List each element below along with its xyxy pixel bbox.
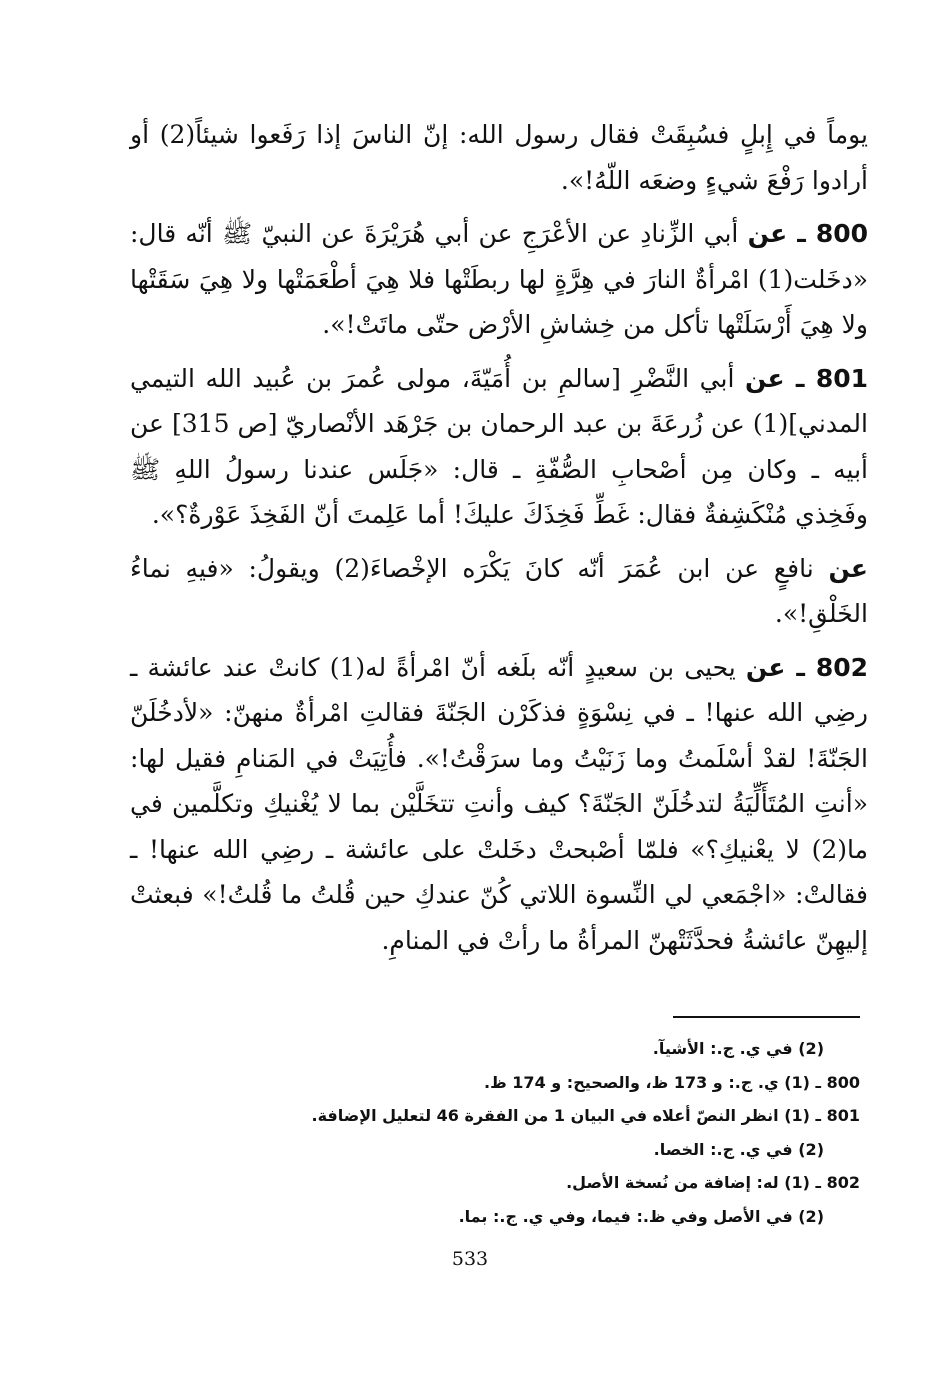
paragraph-lead: عن [828, 553, 869, 583]
footnote: (2) في ي. ج.: الخصا. [653, 1139, 824, 1159]
paragraph-text: أبي النَّضْرِ [سالمِ بن أُمَيّةَ، مولى عُمرَ بن عُبيد الله التيمي المدني](1) عن زُرعَةَ بن عبد الرحمان بن جَرْهَد الأنْصاريّ [ص 315] عن أبيه ـ وكان مِن أصْحابِ الصُّفّةِ ـ قال: «جَلَس عندنا رسولُ اللهِ ﷺ وفَخِذي مُنْكَشِفةٌ فقال: غَطِّ فَخِذَكَ عليكَ! أما عَلِمتَ أنّ الفَخِذَ عَوْرةٌ؟». [130, 363, 868, 529]
main-text [130, 112, 868, 963]
paragraph-801-cont [130, 546, 868, 637]
paragraph-text: يوماً في إِبلٍ فسُبِقَتْ فقال رسول الله: إنّ الناسَ إذا رَفَعوا شيئاً(2) أو أرادوا رَفْعَ شيءٍ وضعَه اللّهُ!». [130, 120, 869, 195]
paragraph-continuation [130, 112, 868, 203]
footnotes [300, 1032, 860, 1233]
paragraph-text: يحيى بن سعيدٍ أنّه بلَغه أنّ امْرأةً له(1) كانتْ عند عائشة ـ رضِي الله عنها! ـ في نِسْوَةٍ فذكَرْن الجَنّةَ فقالتِ امْرأةٌ منهنّ: «لأدخُلَنّ الجَنّةَ! لقدْ أسْلَمتُ وما زَنَيْتُ وما سرَقْتُ!». فأُتِيَتْ في المَنامِ فقيل لها: «أنتِ المُتَأَلِّيَةُ لتدخُلَنّ الجَنّةَ؟ كيف وأنتِ تتخَلَّيْن بما لا يُغْنيكِ وتكلَّمين في ما(2) لا يعْنيكِ؟» فلمّا أصْبحتْ دخَلتْ على عائشة ـ رضِي الله عنها! ـ فقالتْ: «اجْمَعي لي النِّسوة اللاتي كُنّ عندكِ حين قُلتُ ما قُلتُ!» فبعثتْ إليهِنّ عائشةُ فحدَّثَتْهنّ المرأةُ ما رأتْ في المنامِ. [130, 652, 868, 955]
paragraph-lead: 802 ـ عن [745, 652, 869, 682]
footnote: 801 ـ (1) انظر النصّ أعلاه في البيان 1 من الفقرة 46 لتعليل الإضافة. [311, 1106, 860, 1125]
footnote: 800 ـ (1) ي. ج.: و 173 ظ، والصحيح: و 174 ظ. [484, 1072, 860, 1092]
paragraph-801 [130, 356, 868, 538]
paragraph-text: نافعٍ عن ابن عُمَرَ أنّه كانَ يَكْرَه الإخْصاءَ(2) ويقولُ: «فيهِ نماءُ الخَلْقِ!». [130, 553, 868, 628]
paragraph-802 [130, 645, 868, 964]
footnote-divider [673, 1016, 860, 1018]
paragraph-800 [130, 211, 868, 348]
footnote: (2) في ي. ج.: الأشيآ. [652, 1039, 824, 1058]
footnote: (2) في الأصل وفي ظ.: فيما، وفي ي. ج.: بما. [458, 1206, 824, 1226]
paragraph-lead: 800 ـ عن [747, 219, 868, 248]
page-number: 533 [451, 1248, 489, 1270]
footnote: 802 ـ (1) له: إضافة من نُسخة الأصل. [566, 1173, 860, 1192]
paragraph-lead: 801 ـ عن [744, 363, 868, 393]
paragraph-text: أبي الزِّنادِ عن الأعْرَجِ عن أبي هُرَيْرَةَ عن النبيّ ﷺ أنّه قال: «دخَلت(1) امْرأةٌ النارَ في هِرَّةٍ لها ربطَتْها فلا هِيَ أطْعَمَتْها ولا هِيَ سَقَتْها ولا هِيَ أَرْسَلَتْها تأكل من خِشاشِ الأرْض حتّى ماتَتْ!». [130, 219, 868, 339]
